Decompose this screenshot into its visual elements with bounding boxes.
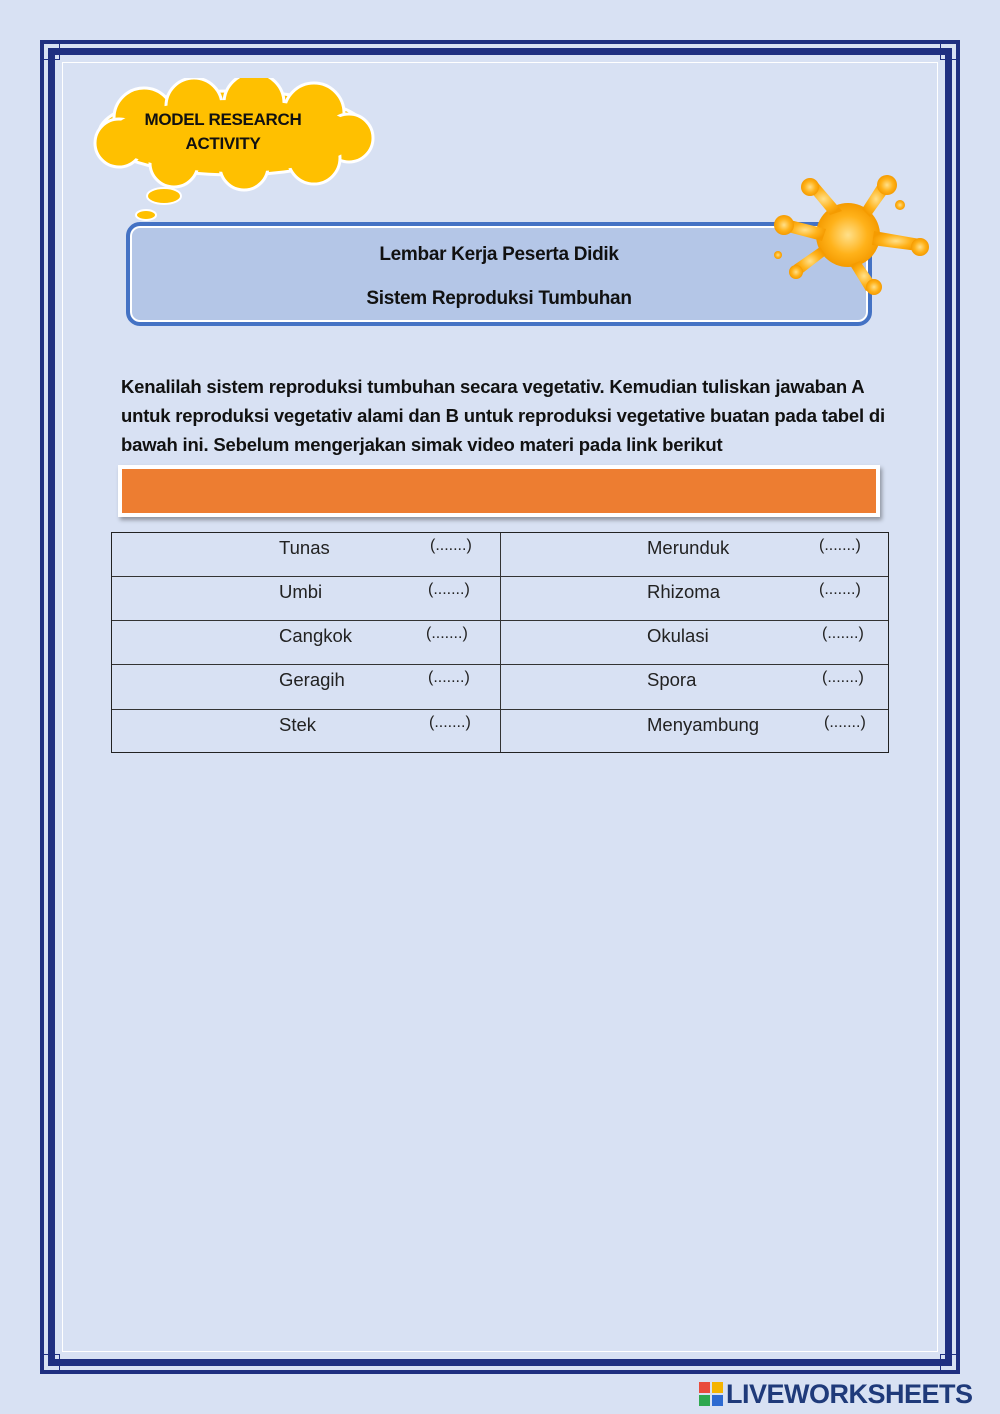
splash-icon — [770, 175, 930, 295]
term-left: Cangkok — [279, 625, 353, 646]
answer-table — [111, 532, 889, 753]
title-box — [126, 222, 872, 326]
term-right: Spora — [647, 669, 697, 690]
border-corner — [42, 42, 60, 60]
cloud-label — [108, 108, 338, 156]
answer-blank-right[interactable]: (.......) — [822, 669, 864, 686]
answer-blank-right[interactable]: (.......) — [819, 537, 861, 554]
answer-blank-left[interactable]: (.......) — [430, 537, 472, 554]
answer-blank-right[interactable]: (.......) — [824, 714, 866, 731]
worksheet-title: Lembar Kerja Peserta Didik — [379, 244, 619, 265]
table-row — [112, 577, 888, 621]
table-row — [112, 665, 888, 709]
term-right: Rhizoma — [647, 581, 720, 602]
instructions-text: Kenalilah sistem reproduksi tumbuhan secara vegetativ. Kemudian tuliskan jawaban A untuk reproduksi vegetativ alami dan B untuk reproduksi vegetative buatan pada tabel di bawah ini. Sebelum mengerjakan simak video materi pada link berikut — [121, 376, 885, 455]
term-left: Tunas — [279, 537, 330, 558]
answer-blank-left[interactable]: (.......) — [429, 714, 471, 731]
table-row — [112, 621, 888, 665]
liveworksheets-brand: LIVEWORKSHEETS — [726, 1378, 973, 1409]
worksheet-subtitle: Sistem Reproduksi Tumbuhan — [366, 288, 632, 309]
term-left: Geragih — [279, 669, 345, 690]
answer-blank-left[interactable]: (.......) — [428, 581, 470, 598]
cloud-line-1: MODEL RESEARCH — [144, 110, 302, 129]
term-left: Stek — [279, 714, 317, 735]
answer-blank-right[interactable]: (.......) — [819, 581, 861, 598]
border-corner — [940, 1354, 958, 1372]
liveworksheets-logo — [698, 1378, 973, 1410]
answer-blank-right[interactable]: (.......) — [822, 625, 864, 642]
term-right: Merunduk — [647, 537, 730, 558]
border-corner — [42, 1354, 60, 1372]
liveworksheets-logo-icon — [698, 1381, 724, 1407]
answer-blank-left[interactable]: (.......) — [426, 625, 468, 642]
table-row — [112, 710, 888, 754]
term-right: Okulasi — [647, 625, 709, 646]
cloud-line-2: ACTIVITY — [185, 134, 261, 153]
term-right: Menyambung — [647, 714, 760, 735]
table-row — [112, 533, 888, 577]
border-corner — [940, 42, 958, 60]
answer-blank-left[interactable]: (.......) — [428, 669, 470, 686]
video-link-bar[interactable] — [118, 465, 880, 517]
term-left: Umbi — [279, 581, 323, 602]
